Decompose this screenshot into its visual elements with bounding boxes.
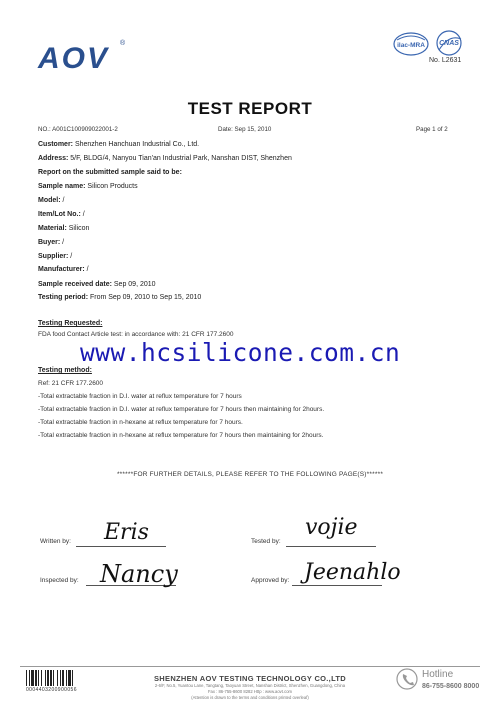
field-label: Customer:: [38, 141, 74, 148]
company-contact: Fax : 86-755-8600 8282 Http : www.aovt.com: [207, 689, 293, 694]
field-value: Silicon Products: [85, 183, 138, 190]
field-label: Item/Lot No.:: [38, 211, 81, 218]
method-line: -Total extractable fraction in n-hexane at reflux temperature for 7 hours then maintaining for 2hours.: [38, 432, 324, 439]
field-value: /: [60, 197, 65, 204]
certificate-number: No. L2631: [429, 57, 462, 64]
field-label: Sample name:: [38, 183, 86, 190]
cnas-logo: [431, 30, 467, 56]
field-address: [38, 155, 292, 162]
report-title: TEST REPORT: [187, 99, 313, 118]
tested-by-line: [286, 546, 376, 547]
field-label: Material:: [38, 225, 67, 232]
testing-requested-text: FDA food Contact Article test: in accordance with: 21 CFR 177.2600: [38, 331, 234, 338]
field-sample-name: [38, 183, 138, 190]
footer-divider: [20, 666, 480, 667]
field-model: [38, 197, 64, 204]
field-label: Testing period:: [38, 294, 89, 301]
field-value: /: [80, 211, 85, 218]
field-testing-period: [38, 294, 201, 301]
inspected-by-signature: Nancy: [100, 560, 178, 588]
method-line: -Total extractable fraction in n-hexane at reflux temperature for 7 hours.: [38, 419, 243, 426]
field-label: Sample received date:: [38, 281, 112, 288]
tested-by-label: Tested by:: [251, 538, 281, 545]
testing-requested-heading: Testing Requested:: [38, 320, 103, 327]
ilac-text: ilac-MRA: [397, 42, 425, 49]
attention-note: (Attention is drawn to the terms and conditions printed overleaf): [191, 695, 309, 700]
field-customer: [38, 141, 199, 148]
phone-icon: [396, 668, 418, 690]
field-value: Sep 09, 2010: [111, 281, 156, 288]
method-line: -Total extractable fraction in D.I. water at reflux temperature for 7 hours then maintaining for 2hours.: [38, 406, 325, 413]
field-label: Report on the submitted sample said to be:: [38, 169, 182, 176]
field-value: /: [60, 239, 65, 246]
website-watermark: www.hcsilicone.com.cn: [80, 338, 401, 367]
approved-by-signature: Jeenahlo: [304, 560, 401, 585]
company-name: SHENZHEN AOV TESTING TECHNOLOGY CO.,LTD: [154, 674, 346, 683]
hotline-number: 86-755-8600 8000: [422, 683, 480, 690]
report-number: NO.: A001C100909022001-2: [38, 126, 118, 133]
hotline-label: Hotline: [422, 669, 454, 680]
cnas-text: CNAS: [439, 40, 459, 47]
field-label: Supplier:: [38, 253, 69, 260]
field-value: 5/F, BLDG/4, Nanyou Tian'an Industrial Park, Nanshan DIST, Shenzhen: [68, 155, 292, 162]
approved-by-label: Approved by:: [251, 577, 290, 584]
tested-by-signature: vojie: [305, 515, 358, 540]
written-by-signature: Eris: [104, 520, 149, 545]
written-by-label: Written by:: [40, 538, 71, 545]
further-details-note: ******FOR FURTHER DETAILS, PLEASE REFER TO THE FOLLOWING PAGE(S)******: [116, 471, 384, 478]
field-supplier: [38, 253, 72, 260]
field-report-on: [38, 169, 182, 176]
aov-logo: AOV: [38, 42, 110, 75]
field-buyer: [38, 239, 64, 246]
field-label: Buyer:: [38, 239, 61, 246]
company-address: 2-6/F, No.5, Yuantou Lane, Tangtang, Taoyuan Street, Nanshan District, Shenzhen, Guangdong, China: [154, 683, 346, 688]
field-item-lot: [38, 211, 85, 218]
method-line: -Total extractable fraction in D.I. water at reflux temperature for 7 hours: [38, 393, 242, 400]
field-value: /: [68, 253, 73, 260]
approved-by-line: [292, 585, 382, 586]
ilac-mra-logo: [393, 32, 429, 56]
page-indicator: Page 1 of 2: [416, 126, 448, 133]
field-label: Address:: [38, 155, 69, 162]
barcode-number: 0004403200900056: [26, 687, 77, 693]
inspected-by-label: Inspected by:: [40, 577, 79, 584]
written-by-line: [76, 546, 166, 547]
field-sample-received: [38, 281, 156, 288]
field-material: [38, 225, 89, 232]
testing-method-heading: Testing method:: [38, 367, 92, 374]
field-value: Silicon: [66, 225, 90, 232]
registered-mark: ®: [120, 40, 126, 47]
method-line: Ref: 21 CFR 177.2600: [38, 380, 104, 387]
field-label: Model:: [38, 197, 61, 204]
field-value: Shenzhen Hanchuan Industrial Co., Ltd.: [73, 141, 200, 148]
field-label: Manufacturer:: [38, 266, 85, 273]
field-manufacturer: [38, 266, 89, 273]
report-date: Date: Sep 15, 2010: [218, 126, 272, 133]
field-value: From Sep 09, 2010 to Sep 15, 2010: [88, 294, 202, 301]
field-value: /: [84, 266, 89, 273]
